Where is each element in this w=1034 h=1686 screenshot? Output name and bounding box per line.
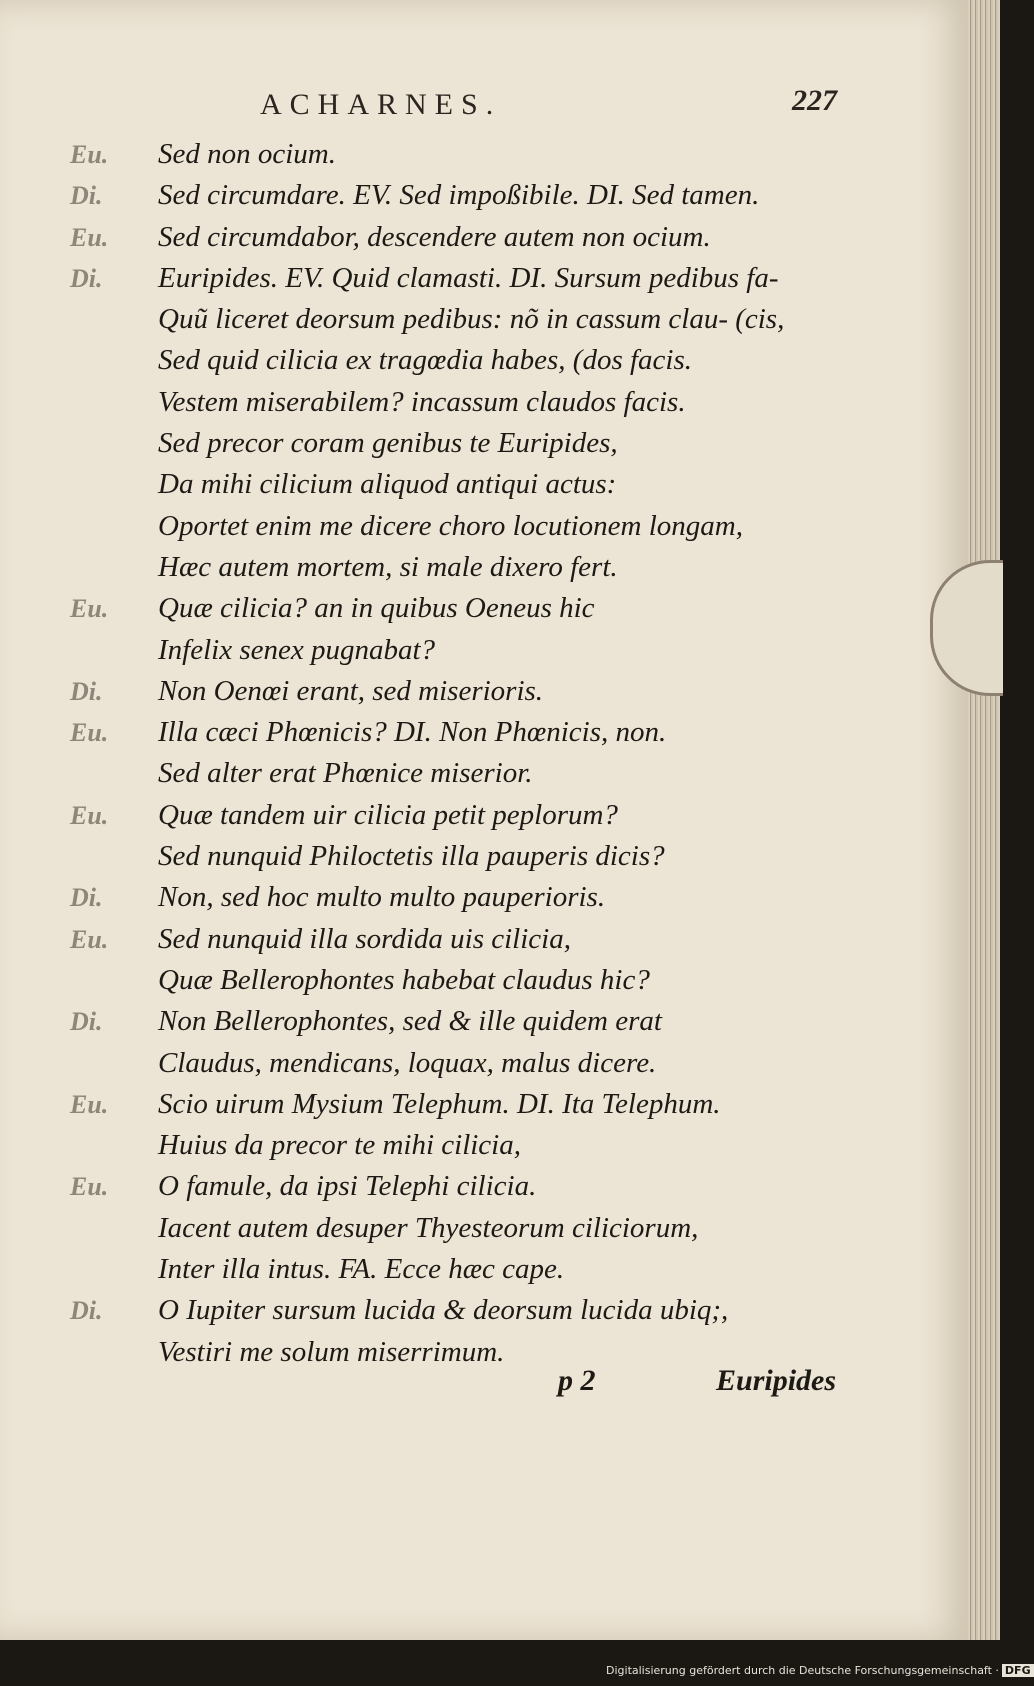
line-text: Sed precor coram genibus te Euripides, <box>158 427 618 460</box>
speaker-label: Eu. <box>70 222 109 252</box>
speaker-label: Di. <box>70 1296 103 1326</box>
dialogue-line <box>70 960 870 1001</box>
dialogue-line <box>70 382 870 423</box>
dialogue-line <box>70 340 870 381</box>
line-text: Oportet enim me dicere choro locutionem longam, <box>158 509 743 542</box>
line-text: Inter illa intus. FA. Ecce hæc cape. <box>158 1253 565 1286</box>
dialogue-line <box>70 753 870 794</box>
speaker-label: Eu. <box>70 718 109 748</box>
line-text: Sed non ocium. <box>158 138 336 170</box>
credit-text: Digitalisierung gefördert durch die Deutsche Forschungsgemeinschaft · <box>606 1664 999 1677</box>
speaker-label: Di. <box>70 1007 103 1037</box>
line-text: Da mihi cilicium aliquod antiqui actus: <box>158 468 617 501</box>
dialogue-line <box>70 712 870 753</box>
speaker-label: Di. <box>70 181 103 211</box>
line-text: Non, sed hoc multo multo pauperioris. <box>158 881 606 914</box>
dialogue-line <box>70 630 870 671</box>
page-number: 227 <box>792 84 837 117</box>
dialogue-line <box>70 506 870 547</box>
dialogue-line <box>70 1043 870 1084</box>
dialogue-line <box>70 671 870 712</box>
speaker-label: Eu. <box>70 594 109 624</box>
page-footer <box>0 1364 968 1408</box>
digitization-credit <box>606 1664 1034 1677</box>
dialogue-line <box>70 1166 870 1207</box>
dialogue-line <box>70 1125 870 1166</box>
line-text: Sed circumdare. EV. Sed impoßibile. DI. Sed tamen. <box>158 179 760 212</box>
dialogue-text <box>70 134 870 1373</box>
line-text: Vestiri me solum miserrimum. <box>158 1335 505 1368</box>
speaker-label: Eu. <box>70 1089 109 1119</box>
line-text: Illa cæci Phœnicis? DI. Non Phœnicis, non. <box>158 716 667 749</box>
running-title: ACHARNES. <box>260 88 502 121</box>
line-text: Sed nunquid Philoctetis illa pauperis dicis? <box>158 840 665 873</box>
dialogue-line <box>70 175 870 216</box>
dialogue-line <box>70 217 870 258</box>
page-edges <box>968 0 1000 1640</box>
line-text: Quæ tandem uir cilicia petit peplorum? <box>158 798 618 831</box>
speaker-label: Eu. <box>70 140 109 169</box>
speaker-label: Eu. <box>70 1172 109 1202</box>
dialogue-line <box>70 134 870 175</box>
line-text: Claudus, mendicans, loquax, malus dicere. <box>158 1046 657 1079</box>
speaker-label: Di. <box>70 883 103 913</box>
dialogue-line <box>70 919 870 960</box>
speaker-label: Eu. <box>70 924 109 954</box>
line-text: Quæ cilicia? an in quibus Oeneus hic <box>158 592 595 625</box>
dialogue-line <box>70 1249 870 1290</box>
line-text: Iacent autem desuper Thyesteorum ciliciorum, <box>158 1211 699 1244</box>
line-text: Euripides. EV. Quid clamasti. DI. Sursum pedibus fa- <box>158 261 779 294</box>
dialogue-line <box>70 258 870 299</box>
dialogue-line <box>70 877 870 918</box>
page-header <box>0 84 968 128</box>
line-text: Scio uirum Mysium Telephum. DI. Ita Telephum. <box>158 1087 721 1120</box>
dialogue-line <box>70 836 870 877</box>
line-text: Quũ liceret deorsum pedibus: nõ in cassum clau- (cis, <box>158 303 785 336</box>
dialogue-line <box>70 1290 870 1331</box>
dialogue-line <box>70 795 870 836</box>
speaker-label: Eu. <box>70 800 109 830</box>
line-text: Sed quid cilicia ex tragœdia habes, (dos facis. <box>158 344 693 377</box>
line-text: Sed alter erat Phœnice miserior. <box>158 757 533 790</box>
dialogue-line <box>70 1208 870 1249</box>
line-text: Infelix senex pugnabat? <box>158 633 436 666</box>
line-text: Hæc autem mortem, si male dixero fert. <box>158 550 618 583</box>
dialogue-line <box>70 464 870 505</box>
line-text: Vestem miserabilem? incassum claudos facis. <box>158 385 686 418</box>
catchword: Euripides <box>716 1364 837 1397</box>
signature-mark: p 2 <box>558 1364 596 1397</box>
line-text: Quæ Bellerophontes habebat claudus hic? <box>158 963 650 996</box>
line-text: O Iupiter sursum lucida & deorsum lucida ubiq;, <box>158 1294 729 1327</box>
line-text: Non Bellerophontes, sed & ille quidem erat <box>158 1005 662 1038</box>
dialogue-line <box>70 299 870 340</box>
speaker-label: Di. <box>70 676 103 706</box>
speaker-label: Di. <box>70 263 103 293</box>
line-text: Sed circumdabor, descendere autem non ocium. <box>158 220 711 253</box>
dialogue-line <box>70 1084 870 1125</box>
line-text: Huius da precor te mihi cilicia, <box>158 1129 521 1162</box>
dialogue-line <box>70 547 870 588</box>
dialogue-line <box>70 1001 870 1042</box>
line-text: Sed nunquid illa sordida uis cilicia, <box>158 922 571 955</box>
line-text: Non Oenœi erant, sed miserioris. <box>158 674 544 707</box>
dfg-logo: DFG <box>1002 1664 1034 1677</box>
dialogue-line <box>70 423 870 464</box>
line-text: O famule, da ipsi Telephi cilicia. <box>158 1170 537 1203</box>
dialogue-line <box>70 588 870 629</box>
